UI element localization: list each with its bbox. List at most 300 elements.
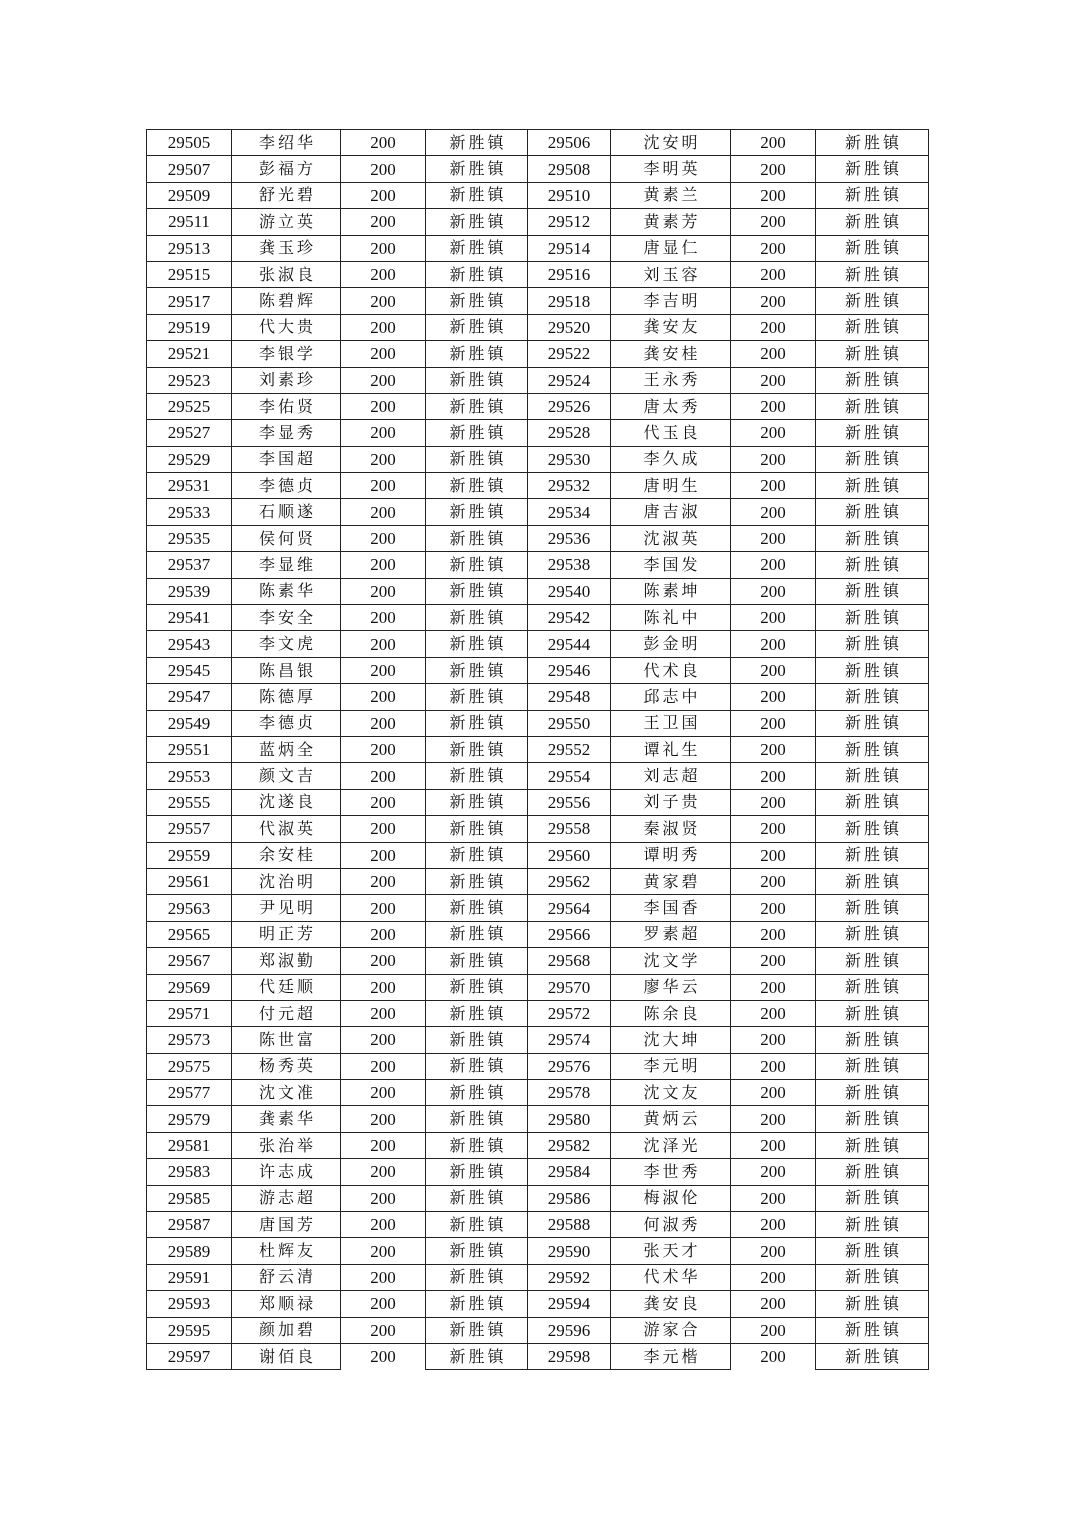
record-id-cell: 29565: [147, 921, 232, 947]
township-cell: 新胜镇: [816, 816, 929, 842]
table-row: [147, 525, 929, 551]
person-name-cell: 陈德厚: [232, 684, 341, 710]
township-cell: 新胜镇: [816, 974, 929, 1000]
township-cell: 新胜镇: [426, 605, 528, 631]
township-cell: 新胜镇: [816, 446, 929, 472]
record-id-cell: 29543: [147, 631, 232, 657]
person-name-cell: 郑淑勤: [232, 948, 341, 974]
township-cell: 新胜镇: [426, 921, 528, 947]
amount-cell: 200: [731, 578, 816, 604]
person-name-cell: 李明英: [611, 156, 731, 182]
person-name-cell: 李德贞: [232, 710, 341, 736]
amount-cell: 200: [341, 473, 426, 499]
amount-cell: 200: [731, 789, 816, 815]
person-name-cell: 龚玉珍: [232, 235, 341, 261]
township-cell: 新胜镇: [816, 367, 929, 393]
record-id-cell: 29551: [147, 736, 232, 762]
amount-cell: 200: [341, 684, 426, 710]
record-id-cell: 29508: [528, 156, 611, 182]
record-id-cell: 29594: [528, 1291, 611, 1317]
record-id-cell: 29596: [528, 1317, 611, 1343]
amount-cell: 200: [341, 1000, 426, 1026]
person-name-cell: 杨秀英: [232, 1053, 341, 1079]
amount-cell: 200: [731, 1027, 816, 1053]
record-id-cell: 29553: [147, 763, 232, 789]
township-cell: 新胜镇: [426, 974, 528, 1000]
record-id-cell: 29572: [528, 1000, 611, 1026]
person-name-cell: 黄素芳: [611, 209, 731, 235]
township-cell: 新胜镇: [426, 1106, 528, 1132]
township-cell: 新胜镇: [426, 816, 528, 842]
township-cell: 新胜镇: [426, 182, 528, 208]
township-cell: 新胜镇: [426, 1027, 528, 1053]
amount-cell: 200: [731, 1053, 816, 1079]
person-name-cell: 明正芳: [232, 921, 341, 947]
table-row: [147, 209, 929, 235]
record-id-cell: 29534: [528, 499, 611, 525]
record-id-cell: 29536: [528, 525, 611, 551]
person-name-cell: 颜加碧: [232, 1317, 341, 1343]
record-id-cell: 29516: [528, 261, 611, 287]
person-name-cell: 罗素超: [611, 921, 731, 947]
amount-cell: 200: [341, 842, 426, 868]
amount-cell: 200: [731, 1317, 816, 1343]
township-cell: 新胜镇: [426, 1053, 528, 1079]
record-id-cell: 29589: [147, 1238, 232, 1264]
amount-cell: 200: [731, 736, 816, 762]
record-id-cell: 29510: [528, 182, 611, 208]
person-name-cell: 舒云清: [232, 1264, 341, 1290]
amount-cell: 200: [341, 763, 426, 789]
person-name-cell: 唐显仁: [611, 235, 731, 261]
table-row: [147, 1080, 929, 1106]
record-id-cell: 29556: [528, 789, 611, 815]
record-id-cell: 29522: [528, 341, 611, 367]
person-name-cell: 李绍华: [232, 130, 341, 156]
record-id-cell: 29581: [147, 1132, 232, 1158]
record-id-cell: 29588: [528, 1212, 611, 1238]
township-cell: 新胜镇: [426, 156, 528, 182]
person-name-cell: 廖华云: [611, 974, 731, 1000]
amount-cell: 200: [731, 895, 816, 921]
amount-cell: 200: [731, 1212, 816, 1238]
record-id-cell: 29509: [147, 182, 232, 208]
person-name-cell: 李久成: [611, 446, 731, 472]
record-id-cell: 29580: [528, 1106, 611, 1132]
amount-cell: 200: [731, 1000, 816, 1026]
person-name-cell: 游立英: [232, 209, 341, 235]
person-name-cell: 刘志超: [611, 763, 731, 789]
township-cell: 新胜镇: [816, 789, 929, 815]
record-id-cell: 29535: [147, 525, 232, 551]
person-name-cell: 梅淑伦: [611, 1185, 731, 1211]
record-id-cell: 29526: [528, 393, 611, 419]
person-name-cell: 唐明生: [611, 473, 731, 499]
person-name-cell: 陈礼中: [611, 605, 731, 631]
record-id-cell: 29507: [147, 156, 232, 182]
amount-cell: 200: [731, 684, 816, 710]
record-id-cell: 29576: [528, 1053, 611, 1079]
person-name-cell: 尹见明: [232, 895, 341, 921]
record-id-cell: 29512: [528, 209, 611, 235]
township-cell: 新胜镇: [426, 895, 528, 921]
township-cell: 新胜镇: [816, 209, 929, 235]
amount-cell: 200: [341, 156, 426, 182]
record-id-cell: 29533: [147, 499, 232, 525]
township-cell: 新胜镇: [426, 367, 528, 393]
township-cell: 新胜镇: [426, 736, 528, 762]
amount-cell: 200: [341, 1053, 426, 1079]
township-cell: 新胜镇: [816, 1343, 929, 1369]
township-cell: 新胜镇: [426, 684, 528, 710]
table-row: [147, 1000, 929, 1026]
record-id-cell: 29537: [147, 552, 232, 578]
amount-cell: 200: [731, 948, 816, 974]
roster-table: [146, 129, 929, 1370]
amount-cell: 200: [341, 499, 426, 525]
township-cell: 新胜镇: [816, 1317, 929, 1343]
amount-cell: 200: [341, 1291, 426, 1317]
township-cell: 新胜镇: [426, 446, 528, 472]
person-name-cell: 舒光碧: [232, 182, 341, 208]
township-cell: 新胜镇: [816, 1132, 929, 1158]
record-id-cell: 29531: [147, 473, 232, 499]
person-name-cell: 沈大坤: [611, 1027, 731, 1053]
amount-cell: 200: [341, 261, 426, 287]
table-row: [147, 1238, 929, 1264]
township-cell: 新胜镇: [426, 130, 528, 156]
record-id-cell: 29550: [528, 710, 611, 736]
table-row: [147, 631, 929, 657]
person-name-cell: 蓝炳全: [232, 736, 341, 762]
amount-cell: 200: [341, 525, 426, 551]
amount-cell: 200: [341, 1317, 426, 1343]
person-name-cell: 刘子贵: [611, 789, 731, 815]
table-row: [147, 1185, 929, 1211]
township-cell: 新胜镇: [426, 1000, 528, 1026]
amount-cell: 200: [341, 736, 426, 762]
amount-cell: 200: [341, 921, 426, 947]
amount-cell: 200: [731, 1291, 816, 1317]
table-row: [147, 473, 929, 499]
township-cell: 新胜镇: [426, 1238, 528, 1264]
amount-cell: 200: [731, 393, 816, 419]
table-row: [147, 446, 929, 472]
township-cell: 新胜镇: [426, 1264, 528, 1290]
table-row: [147, 1159, 929, 1185]
township-cell: 新胜镇: [816, 763, 929, 789]
record-id-cell: 29547: [147, 684, 232, 710]
record-id-cell: 29517: [147, 288, 232, 314]
table-row: [147, 1343, 929, 1369]
table-row: [147, 578, 929, 604]
township-cell: 新胜镇: [816, 1000, 929, 1026]
person-name-cell: 沈文准: [232, 1080, 341, 1106]
record-id-cell: 29549: [147, 710, 232, 736]
record-id-cell: 29598: [528, 1343, 611, 1369]
person-name-cell: 刘玉容: [611, 261, 731, 287]
amount-cell: 200: [731, 156, 816, 182]
township-cell: 新胜镇: [816, 605, 929, 631]
township-cell: 新胜镇: [816, 235, 929, 261]
table-row: [147, 974, 929, 1000]
amount-cell: 200: [731, 209, 816, 235]
record-id-cell: 29530: [528, 446, 611, 472]
table-row: [147, 182, 929, 208]
record-id-cell: 29571: [147, 1000, 232, 1026]
township-cell: 新胜镇: [816, 393, 929, 419]
person-name-cell: 沈治明: [232, 868, 341, 894]
person-name-cell: 代术良: [611, 657, 731, 683]
person-name-cell: 刘素珍: [232, 367, 341, 393]
amount-cell: 200: [731, 710, 816, 736]
person-name-cell: 陈昌银: [232, 657, 341, 683]
table-row: [147, 156, 929, 182]
amount-cell: 200: [341, 1027, 426, 1053]
township-cell: 新胜镇: [426, 525, 528, 551]
table-row: [147, 314, 929, 340]
amount-cell: 200: [341, 1212, 426, 1238]
person-name-cell: 沈遂良: [232, 789, 341, 815]
person-name-cell: 代廷顺: [232, 974, 341, 1000]
person-name-cell: 谭明秀: [611, 842, 731, 868]
township-cell: 新胜镇: [816, 1106, 929, 1132]
amount-cell: 200: [731, 1159, 816, 1185]
township-cell: 新胜镇: [816, 288, 929, 314]
record-id-cell: 29579: [147, 1106, 232, 1132]
township-cell: 新胜镇: [816, 552, 929, 578]
person-name-cell: 唐太秀: [611, 393, 731, 419]
amount-cell: 200: [731, 631, 816, 657]
township-cell: 新胜镇: [816, 948, 929, 974]
amount-cell: 200: [731, 552, 816, 578]
person-name-cell: 沈文学: [611, 948, 731, 974]
amount-cell: 200: [341, 552, 426, 578]
township-cell: 新胜镇: [426, 578, 528, 604]
record-id-cell: 29513: [147, 235, 232, 261]
table-row: [147, 1027, 929, 1053]
amount-cell: 200: [341, 1238, 426, 1264]
table-row: [147, 420, 929, 446]
record-id-cell: 29546: [528, 657, 611, 683]
person-name-cell: 郑顺禄: [232, 1291, 341, 1317]
amount-cell: 200: [731, 130, 816, 156]
person-name-cell: 陈素华: [232, 578, 341, 604]
table-row: [147, 1264, 929, 1290]
amount-cell: 200: [341, 895, 426, 921]
township-cell: 新胜镇: [816, 842, 929, 868]
township-cell: 新胜镇: [426, 789, 528, 815]
record-id-cell: 29518: [528, 288, 611, 314]
record-id-cell: 29590: [528, 1238, 611, 1264]
person-name-cell: 李文虎: [232, 631, 341, 657]
amount-cell: 200: [341, 974, 426, 1000]
table-row: [147, 895, 929, 921]
table-row: [147, 1317, 929, 1343]
township-cell: 新胜镇: [816, 736, 929, 762]
person-name-cell: 邱志中: [611, 684, 731, 710]
table-row: [147, 130, 929, 156]
amount-cell: 200: [731, 1343, 816, 1369]
record-id-cell: 29562: [528, 868, 611, 894]
township-cell: 新胜镇: [816, 578, 929, 604]
person-name-cell: 李元明: [611, 1053, 731, 1079]
township-cell: 新胜镇: [816, 1185, 929, 1211]
township-cell: 新胜镇: [816, 1212, 929, 1238]
record-id-cell: 29555: [147, 789, 232, 815]
record-id-cell: 29560: [528, 842, 611, 868]
person-name-cell: 沈泽光: [611, 1132, 731, 1158]
table-row: [147, 1291, 929, 1317]
township-cell: 新胜镇: [816, 314, 929, 340]
record-id-cell: 29573: [147, 1027, 232, 1053]
township-cell: 新胜镇: [426, 631, 528, 657]
amount-cell: 200: [731, 341, 816, 367]
record-id-cell: 29519: [147, 314, 232, 340]
township-cell: 新胜镇: [816, 1238, 929, 1264]
township-cell: 新胜镇: [816, 1291, 929, 1317]
table-row: [147, 341, 929, 367]
township-cell: 新胜镇: [426, 842, 528, 868]
amount-cell: 200: [341, 710, 426, 736]
record-id-cell: 29544: [528, 631, 611, 657]
township-cell: 新胜镇: [816, 1159, 929, 1185]
amount-cell: 200: [341, 1264, 426, 1290]
table-row: [147, 1053, 929, 1079]
table-row: [147, 1106, 929, 1132]
amount-cell: 200: [341, 789, 426, 815]
person-name-cell: 颜文吉: [232, 763, 341, 789]
person-name-cell: 代术华: [611, 1264, 731, 1290]
amount-cell: 200: [731, 868, 816, 894]
record-id-cell: 29557: [147, 816, 232, 842]
amount-cell: 200: [341, 816, 426, 842]
table-row: [147, 261, 929, 287]
table-row: [147, 816, 929, 842]
record-id-cell: 29558: [528, 816, 611, 842]
person-name-cell: 黄家碧: [611, 868, 731, 894]
township-cell: 新胜镇: [426, 552, 528, 578]
township-cell: 新胜镇: [426, 1159, 528, 1185]
township-cell: 新胜镇: [816, 921, 929, 947]
record-id-cell: 29545: [147, 657, 232, 683]
person-name-cell: 沈安明: [611, 130, 731, 156]
amount-cell: 200: [341, 578, 426, 604]
record-id-cell: 29593: [147, 1291, 232, 1317]
record-id-cell: 29527: [147, 420, 232, 446]
roster-body: [147, 130, 929, 1370]
person-name-cell: 张淑良: [232, 261, 341, 287]
township-cell: 新胜镇: [426, 235, 528, 261]
record-id-cell: 29525: [147, 393, 232, 419]
table-row: [147, 367, 929, 393]
person-name-cell: 代淑英: [232, 816, 341, 842]
record-id-cell: 29542: [528, 605, 611, 631]
record-id-cell: 29585: [147, 1185, 232, 1211]
amount-cell: 200: [341, 1343, 426, 1369]
table-row: [147, 684, 929, 710]
township-cell: 新胜镇: [426, 393, 528, 419]
amount-cell: 200: [731, 235, 816, 261]
township-cell: 新胜镇: [426, 341, 528, 367]
person-name-cell: 李国发: [611, 552, 731, 578]
township-cell: 新胜镇: [426, 261, 528, 287]
township-cell: 新胜镇: [816, 1027, 929, 1053]
record-id-cell: 29529: [147, 446, 232, 472]
table-row: [147, 763, 929, 789]
record-id-cell: 29566: [528, 921, 611, 947]
township-cell: 新胜镇: [816, 182, 929, 208]
person-name-cell: 代大贵: [232, 314, 341, 340]
record-id-cell: 29520: [528, 314, 611, 340]
record-id-cell: 29554: [528, 763, 611, 789]
record-id-cell: 29597: [147, 1343, 232, 1369]
record-id-cell: 29578: [528, 1080, 611, 1106]
person-name-cell: 李显维: [232, 552, 341, 578]
township-cell: 新胜镇: [816, 631, 929, 657]
record-id-cell: 29587: [147, 1212, 232, 1238]
amount-cell: 200: [731, 605, 816, 631]
amount-cell: 200: [341, 367, 426, 393]
amount-cell: 200: [341, 341, 426, 367]
record-id-cell: 29575: [147, 1053, 232, 1079]
amount-cell: 200: [731, 314, 816, 340]
record-id-cell: 29506: [528, 130, 611, 156]
record-id-cell: 29568: [528, 948, 611, 974]
person-name-cell: 李国超: [232, 446, 341, 472]
record-id-cell: 29541: [147, 605, 232, 631]
table-row: [147, 710, 929, 736]
amount-cell: 200: [341, 209, 426, 235]
amount-cell: 200: [341, 393, 426, 419]
record-id-cell: 29569: [147, 974, 232, 1000]
amount-cell: 200: [731, 921, 816, 947]
township-cell: 新胜镇: [816, 499, 929, 525]
amount-cell: 200: [341, 1132, 426, 1158]
amount-cell: 200: [341, 420, 426, 446]
amount-cell: 200: [341, 1106, 426, 1132]
township-cell: 新胜镇: [816, 1264, 929, 1290]
record-id-cell: 29567: [147, 948, 232, 974]
table-row: [147, 288, 929, 314]
table-row: [147, 948, 929, 974]
township-cell: 新胜镇: [816, 130, 929, 156]
township-cell: 新胜镇: [426, 420, 528, 446]
township-cell: 新胜镇: [816, 473, 929, 499]
township-cell: 新胜镇: [426, 209, 528, 235]
amount-cell: 200: [731, 842, 816, 868]
amount-cell: 200: [731, 1106, 816, 1132]
amount-cell: 200: [341, 182, 426, 208]
record-id-cell: 29561: [147, 868, 232, 894]
township-cell: 新胜镇: [816, 1080, 929, 1106]
person-name-cell: 何淑秀: [611, 1212, 731, 1238]
township-cell: 新胜镇: [426, 499, 528, 525]
amount-cell: 200: [731, 1238, 816, 1264]
person-name-cell: 李显秀: [232, 420, 341, 446]
amount-cell: 200: [341, 1159, 426, 1185]
record-id-cell: 29539: [147, 578, 232, 604]
amount-cell: 200: [341, 657, 426, 683]
township-cell: 新胜镇: [426, 1132, 528, 1158]
person-name-cell: 谭礼生: [611, 736, 731, 762]
person-name-cell: 李银学: [232, 341, 341, 367]
record-id-cell: 29521: [147, 341, 232, 367]
township-cell: 新胜镇: [426, 288, 528, 314]
amount-cell: 200: [731, 420, 816, 446]
township-cell: 新胜镇: [426, 1291, 528, 1317]
amount-cell: 200: [731, 446, 816, 472]
